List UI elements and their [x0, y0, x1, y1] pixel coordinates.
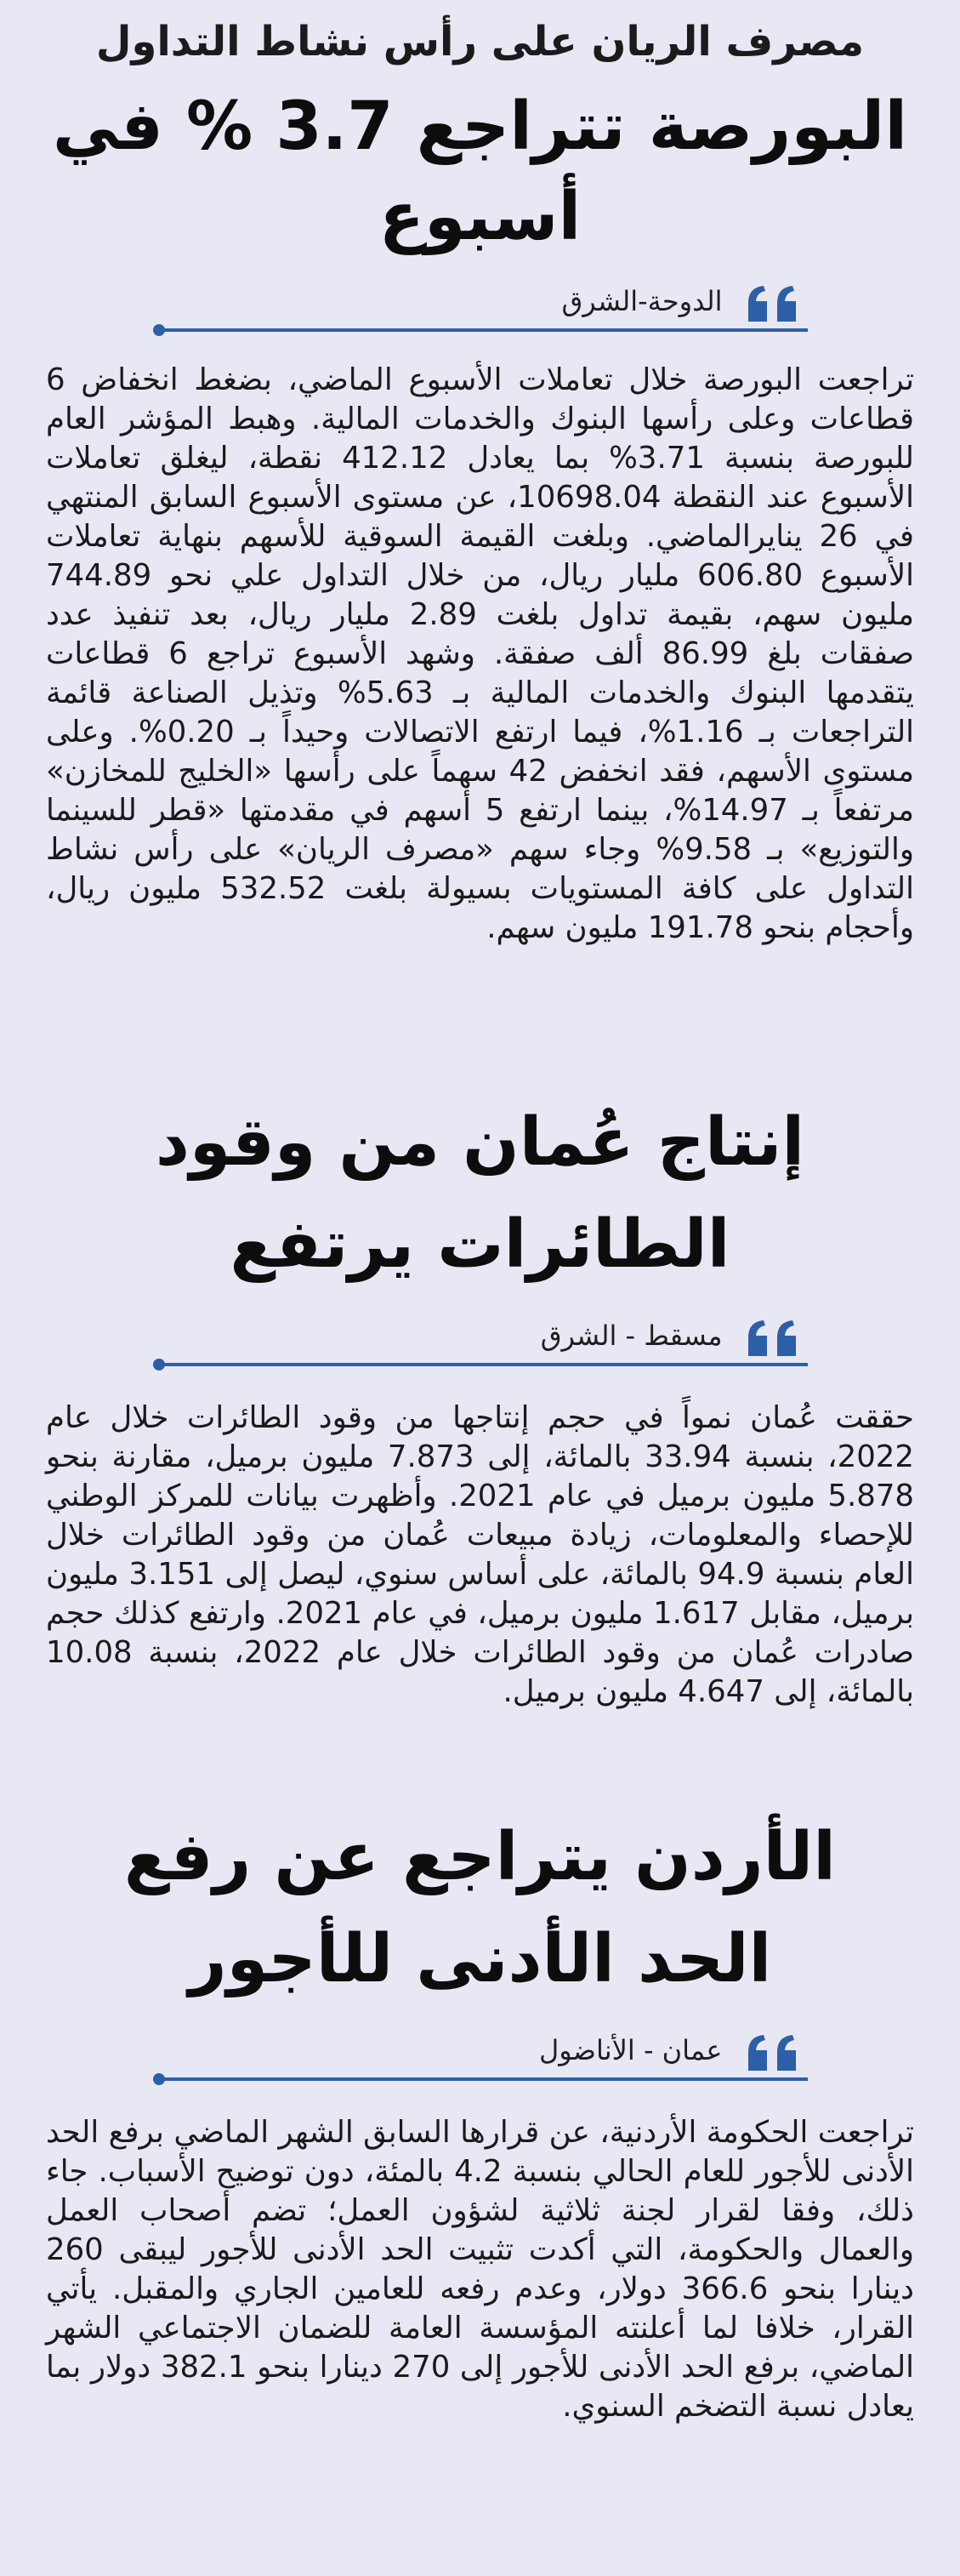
- dateline-place: الدوحة-الشرق: [561, 285, 723, 317]
- article-body: تراجعت الحكومة الأردنية، عن قرارها السابق الشهر الماضي برفع الحد الأدنى للأجور للعام الحالي بنسبة 4.2 بالمئة، دون توضيح الأسباب. جاء ذلك، وفقا لقرار لجنة ثلاثية لشؤون العمل؛ تضم أصحاب العمل والعمال والحكومة، التي أكدت تثبيت الحد الأدنى للأجور ليبقى 260 دينارا بنحو 366.6 دولار، وعدم رفعه للعامين الجاري والمقبل. يأتي القرار، خلافا لما أعلنته المؤسسة العامة للضمان الاجتماعي الشهر الماضي، برفع الحد الأدنى للأجور إلى 270 دينارا بنحو 382.1 دولار بما يعادل نسبة التضخم السنوي.: [46, 2115, 914, 2424]
- article-headline-line2: الحد الأدنى للأجور: [188, 1921, 772, 1998]
- quote-mark-icon: [743, 2032, 803, 2074]
- article-qatar-bourse: [43, 12, 917, 948]
- article-body: حققت عُمان نمواً في حجم إنتاجها من وقود الطائرات خلال عام 2022، بنسبة 33.94 بالمائة، إلى 7.873 مليون برميل، مقارنة بنحو 5.878 مليون برميل في عام 2021. وأظهرت بيانات للمركز الوطني للإحصاء والمعلومات، زيادة مبيعات عُمان من وقود الطائرات خلال العام بنسبة 94.9 بالمائة، على أساس سنوي، ليصل إلى 3.151 مليون برميل، مقابل 1.617 مليون برميل، في عام 2021. وارتفع كذلك حجم صادرات عُمان من وقود الطائرات خلال عام 2022، بنسبة 10.08 بالمائة، إلى 4.647 مليون برميل.: [46, 1400, 915, 1709]
- dateline-dot: [153, 324, 165, 336]
- dateline: [153, 2026, 808, 2086]
- article-body: تراجعت البورصة خلال تعاملات الأسبوع الماضي، بضغط انخفاض 6 قطاعات وعلى رأسها البنوك والخدمات المالية. وهبط المؤشر العام للبورصة بنسبة 3.71% بما يعادل 412.12 نقطة، ليغلق تعاملات الأسبوع عند النقطة 10698.04، عن مستوى الأسبوع السابق المنتهي في 26 ينايرالماضي. وبلغت القيمة السوقية للأسهم بنهاية تعاملات الأسبوع 606.80 مليار ريال، من خلال التداول علي نحو 744.89 مليون سهم، بقيمة تداول بلغت 2.89 مليار ريال، بعد تنفيذ عدد صفقات بلغ 86.99 ألف صفقة. وشهد الأسبوع تراجع 6 قطاعات يتقدمها البنوك والخدمات المالية بـ 5.63% وتذيل الصناعة قائمة التراجعات بـ 1.16%، فيما ارتفع الاتصالات وحيداً بـ 0.20%. وعلى مستوى الأسهم، فقد انخفض 42 سهماً على رأسها «الخليج للمخازن» مرتفعاً بـ 14.97%، بينما ارتفع 5 أسهم في مقدمتها «قطر للسينما والتوزيع» بـ 9.58% وجاء سهم «مصرف الريان» على رأس نشاط التداول على كافة المستويات بسيولة بلغت 532.52 مليون ريال، وأحجام بنحو 191.78 مليون سهم.: [46, 362, 915, 945]
- dateline-place: عمان - الأناضول: [539, 2034, 723, 2066]
- article-headline: البورصة تتراجع 3.7 % في أسبوع: [52, 88, 908, 255]
- dateline-rule: [162, 2077, 808, 2081]
- dateline-dot: [153, 2073, 165, 2085]
- article-headline-line1: إنتاج عُمان من وقود: [155, 1104, 805, 1181]
- article-headline-line1: الأردن يتراجع عن رفع: [124, 1819, 836, 1895]
- article-headline-line2: الطائرات يرتفع: [230, 1206, 730, 1283]
- dateline-place: مسقط - الشرق: [540, 1319, 723, 1352]
- article-jordan-minimum-wage: [43, 1812, 917, 2426]
- dateline: [153, 1312, 808, 1371]
- dateline-dot: [153, 1359, 165, 1371]
- newspaper-page: [43, 0, 917, 2576]
- quote-mark-icon: [743, 282, 803, 325]
- quote-mark-icon: [743, 1317, 803, 1359]
- article-oman-jet-fuel: [43, 1097, 917, 1712]
- dateline-rule: [162, 1363, 808, 1366]
- dateline-rule: [162, 328, 808, 332]
- article-kicker: مصرف الريان على رأس نشاط التداول: [95, 18, 865, 66]
- dateline: [153, 277, 808, 337]
